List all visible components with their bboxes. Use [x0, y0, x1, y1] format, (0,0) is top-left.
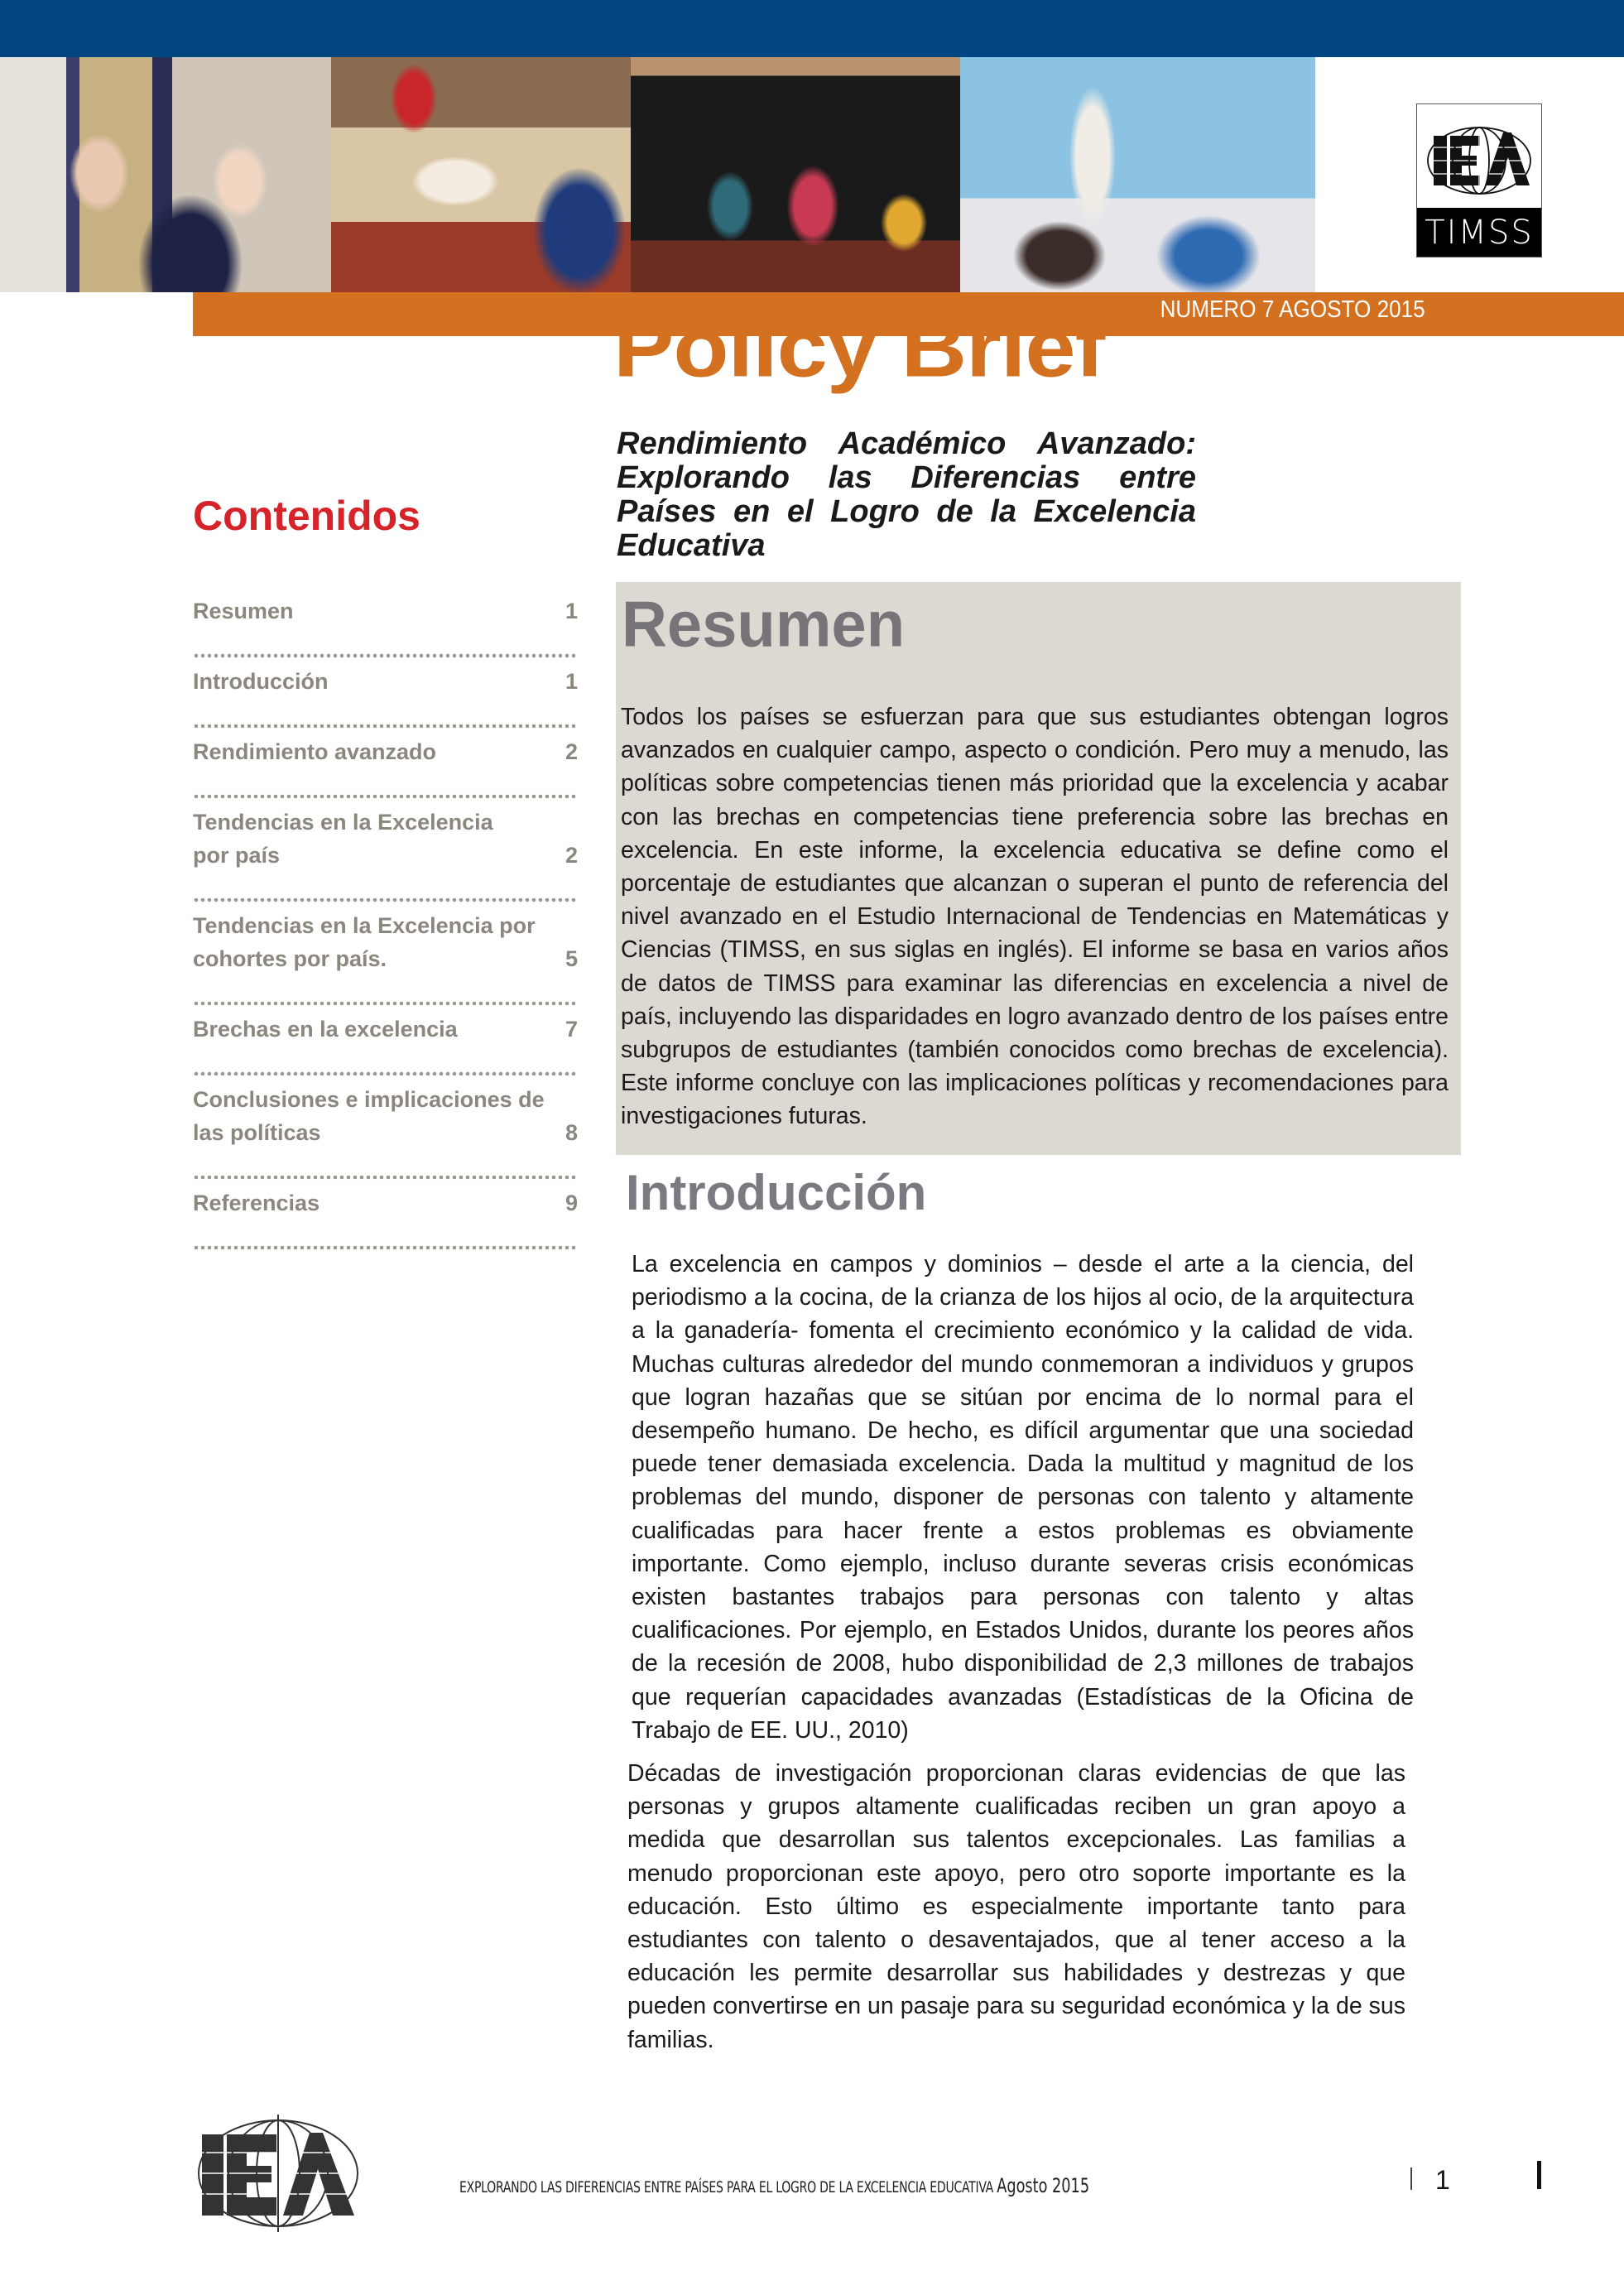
toc-item-resumen[interactable]	[193, 594, 578, 628]
table-of-contents	[193, 594, 578, 1257]
timss-logo-label: TIMSS	[1417, 208, 1541, 257]
footer-iea-logo-icon	[194, 2111, 359, 2235]
footer-edge-bar	[1537, 2161, 1541, 2189]
toc-item-tendencias-cohortes[interactable]	[193, 909, 578, 975]
toc-item-page: 1	[565, 599, 578, 623]
toc-item-page: 2	[565, 739, 578, 764]
toc-item-page: 7	[565, 1017, 578, 1042]
classroom-photo-1	[0, 57, 331, 292]
header-photo-strip	[0, 57, 1315, 292]
toc-item-label: Referencias	[193, 1191, 320, 1215]
page-number: 1	[1435, 2165, 1450, 2195]
footer-date: Agosto 2015	[997, 2174, 1090, 2197]
toc-dot-leader	[193, 1149, 578, 1184]
toc-item-conclusiones[interactable]	[193, 1083, 578, 1149]
toc-item-label: Tendencias en la Excelencia por cohortes por país.	[193, 913, 536, 971]
toc-dot-leader	[193, 698, 578, 733]
introduccion-heading: Introducción	[626, 1165, 927, 1220]
toc-item-label: Rendimiento avanzado	[193, 739, 437, 764]
classroom-photo-2	[331, 57, 631, 292]
resumen-heading: Resumen	[622, 589, 906, 661]
toc-item-label: Resumen	[193, 599, 294, 623]
document-subtitle: Rendimiento Académico Avanzado: Explorando las Diferencias entre Países en el Logro de la Excelencia Educativa	[617, 426, 1196, 563]
toc-item-label: Introducción	[193, 669, 329, 694]
toc-dot-leader	[193, 628, 578, 662]
toc-dot-leader	[193, 1046, 578, 1080]
toc-item-page: 2	[565, 843, 578, 868]
toc-item-label: Conclusiones e implicaciones de las políticas	[193, 1087, 545, 1145]
classroom-photo-3	[631, 57, 960, 292]
toc-item-brechas[interactable]	[193, 1013, 578, 1046]
introduccion-paragraph: La excelencia en campos y dominios – desde el arte a la ciencia, del periodismo a la cocina, de la crianza de los hijos al ocio, de la arquitectura a la ganadería- fomenta el crecimiento económico y la calidad de vida. Muchas culturas alrededor del mundo conmemoran a individuos y grupos que logran hazañas que se sitúan por encima de lo normal para el desempeño humano. De hecho, es difícil argumentar que una sociedad puede tener demasiada excelencia. Dada la multitud y magnitud de los problemas del mundo, disponer de personas con talento y altamente cualificadas para hacer frente a estos problemas es obviamente importante. Como ejemplo, incluso durante severas crisis económicas existen bastantes trabajos para personas con talento y altas cualificaciones. Por ejemplo, en Estados Unidos, durante los peores años de la recesión de 2008, hubo disponibilidad de 2,3 millones de trabajos que requerían capacidades avanzadas (Estadísticas de la Oficina de Trabajo de EE. UU., 2010)	[632, 1251, 1414, 1744]
resumen-section	[616, 582, 1461, 1155]
toc-item-label: Tendencias en la Excelencia por país	[193, 810, 493, 868]
toc-dot-leader	[193, 1220, 578, 1254]
toc-dot-leader	[193, 872, 578, 907]
toc-item-label: Brechas en la excelencia	[193, 1017, 458, 1042]
document-title: Policy Brief	[613, 301, 1105, 395]
iea-globe-icon	[1417, 104, 1541, 208]
footer-title-text: EXPLORANDO LAS DIFERENCIAS ENTRE PAÍSES PARA EL LOGRO DE LA EXCELENCIA EDUCATIVA	[459, 2178, 994, 2196]
toc-item-page: 9	[565, 1191, 578, 1215]
toc-item-page: 5	[565, 946, 578, 971]
header-top-bar	[0, 0, 1624, 57]
toc-item-referencias[interactable]	[193, 1186, 578, 1220]
toc-item-page: 8	[565, 1120, 578, 1145]
toc-heading: Contenidos	[193, 493, 420, 539]
iea-timss-logo	[1416, 103, 1542, 257]
toc-dot-leader	[193, 975, 578, 1010]
toc-item-tendencias-pais[interactable]	[193, 806, 578, 872]
footer-separator	[1410, 2168, 1412, 2190]
toc-item-page: 1	[565, 669, 578, 694]
toc-item-rendimiento-avanzado[interactable]	[193, 735, 578, 768]
issue-label: NUMERO 7 AGOSTO 2015	[1160, 296, 1425, 323]
footer-running-title	[459, 2174, 1089, 2197]
introduccion-paragraph: Décadas de investigación proporcionan claras evidencias de que las personas y grupos altamente cualificadas reciben un gran apoyo a medida que desarrollan sus talentos excepcionales. Las familias a menudo proporcionan este apoyo, pero otro soporte importante es la educación. Esto último es especialmente importante tanto para estudiantes con talento o desaventajados, que al tener acceso a la educación les permite desarrollar sus habilidades y destrezas y que pueden convertirse en un pasaje para su seguridad económica y la de sus familias.	[627, 1760, 1405, 2053]
toc-dot-leader	[193, 768, 578, 803]
classroom-photo-4	[960, 57, 1315, 292]
toc-item-introduccion[interactable]	[193, 665, 578, 698]
resumen-body: Todos los países se esfuerzan para que sus estudiantes obtengan logros avanzados en cualquier campo, aspecto o condición. Pero muy a menudo, las políticas sobre competencias tienen más prioridad que la excelencia y acabar con las brechas en competencias tiene preferencia sobre las brechas en excelencia. En este informe, la excelencia educativa se define como el porcentaje de estudiantes que alcanzan o superan el punto de referencia del nivel avanzado en el Estudio Internacional de Tendencias en Matemáticas y Ciencias (TIMSS, en sus siglas en inglés). El informe se basa en varios años de datos de TIMSS para examinar las diferencias en excelencia a nivel de país, incluyendo las disparidades en logro avanzado dentro de los países entre subgrupos de estudiantes (también conocidos como brechas de excelencia). Este informe concluye con las implicaciones políticas y recomendaciones para investigaciones futuras.	[621, 704, 1449, 1130]
